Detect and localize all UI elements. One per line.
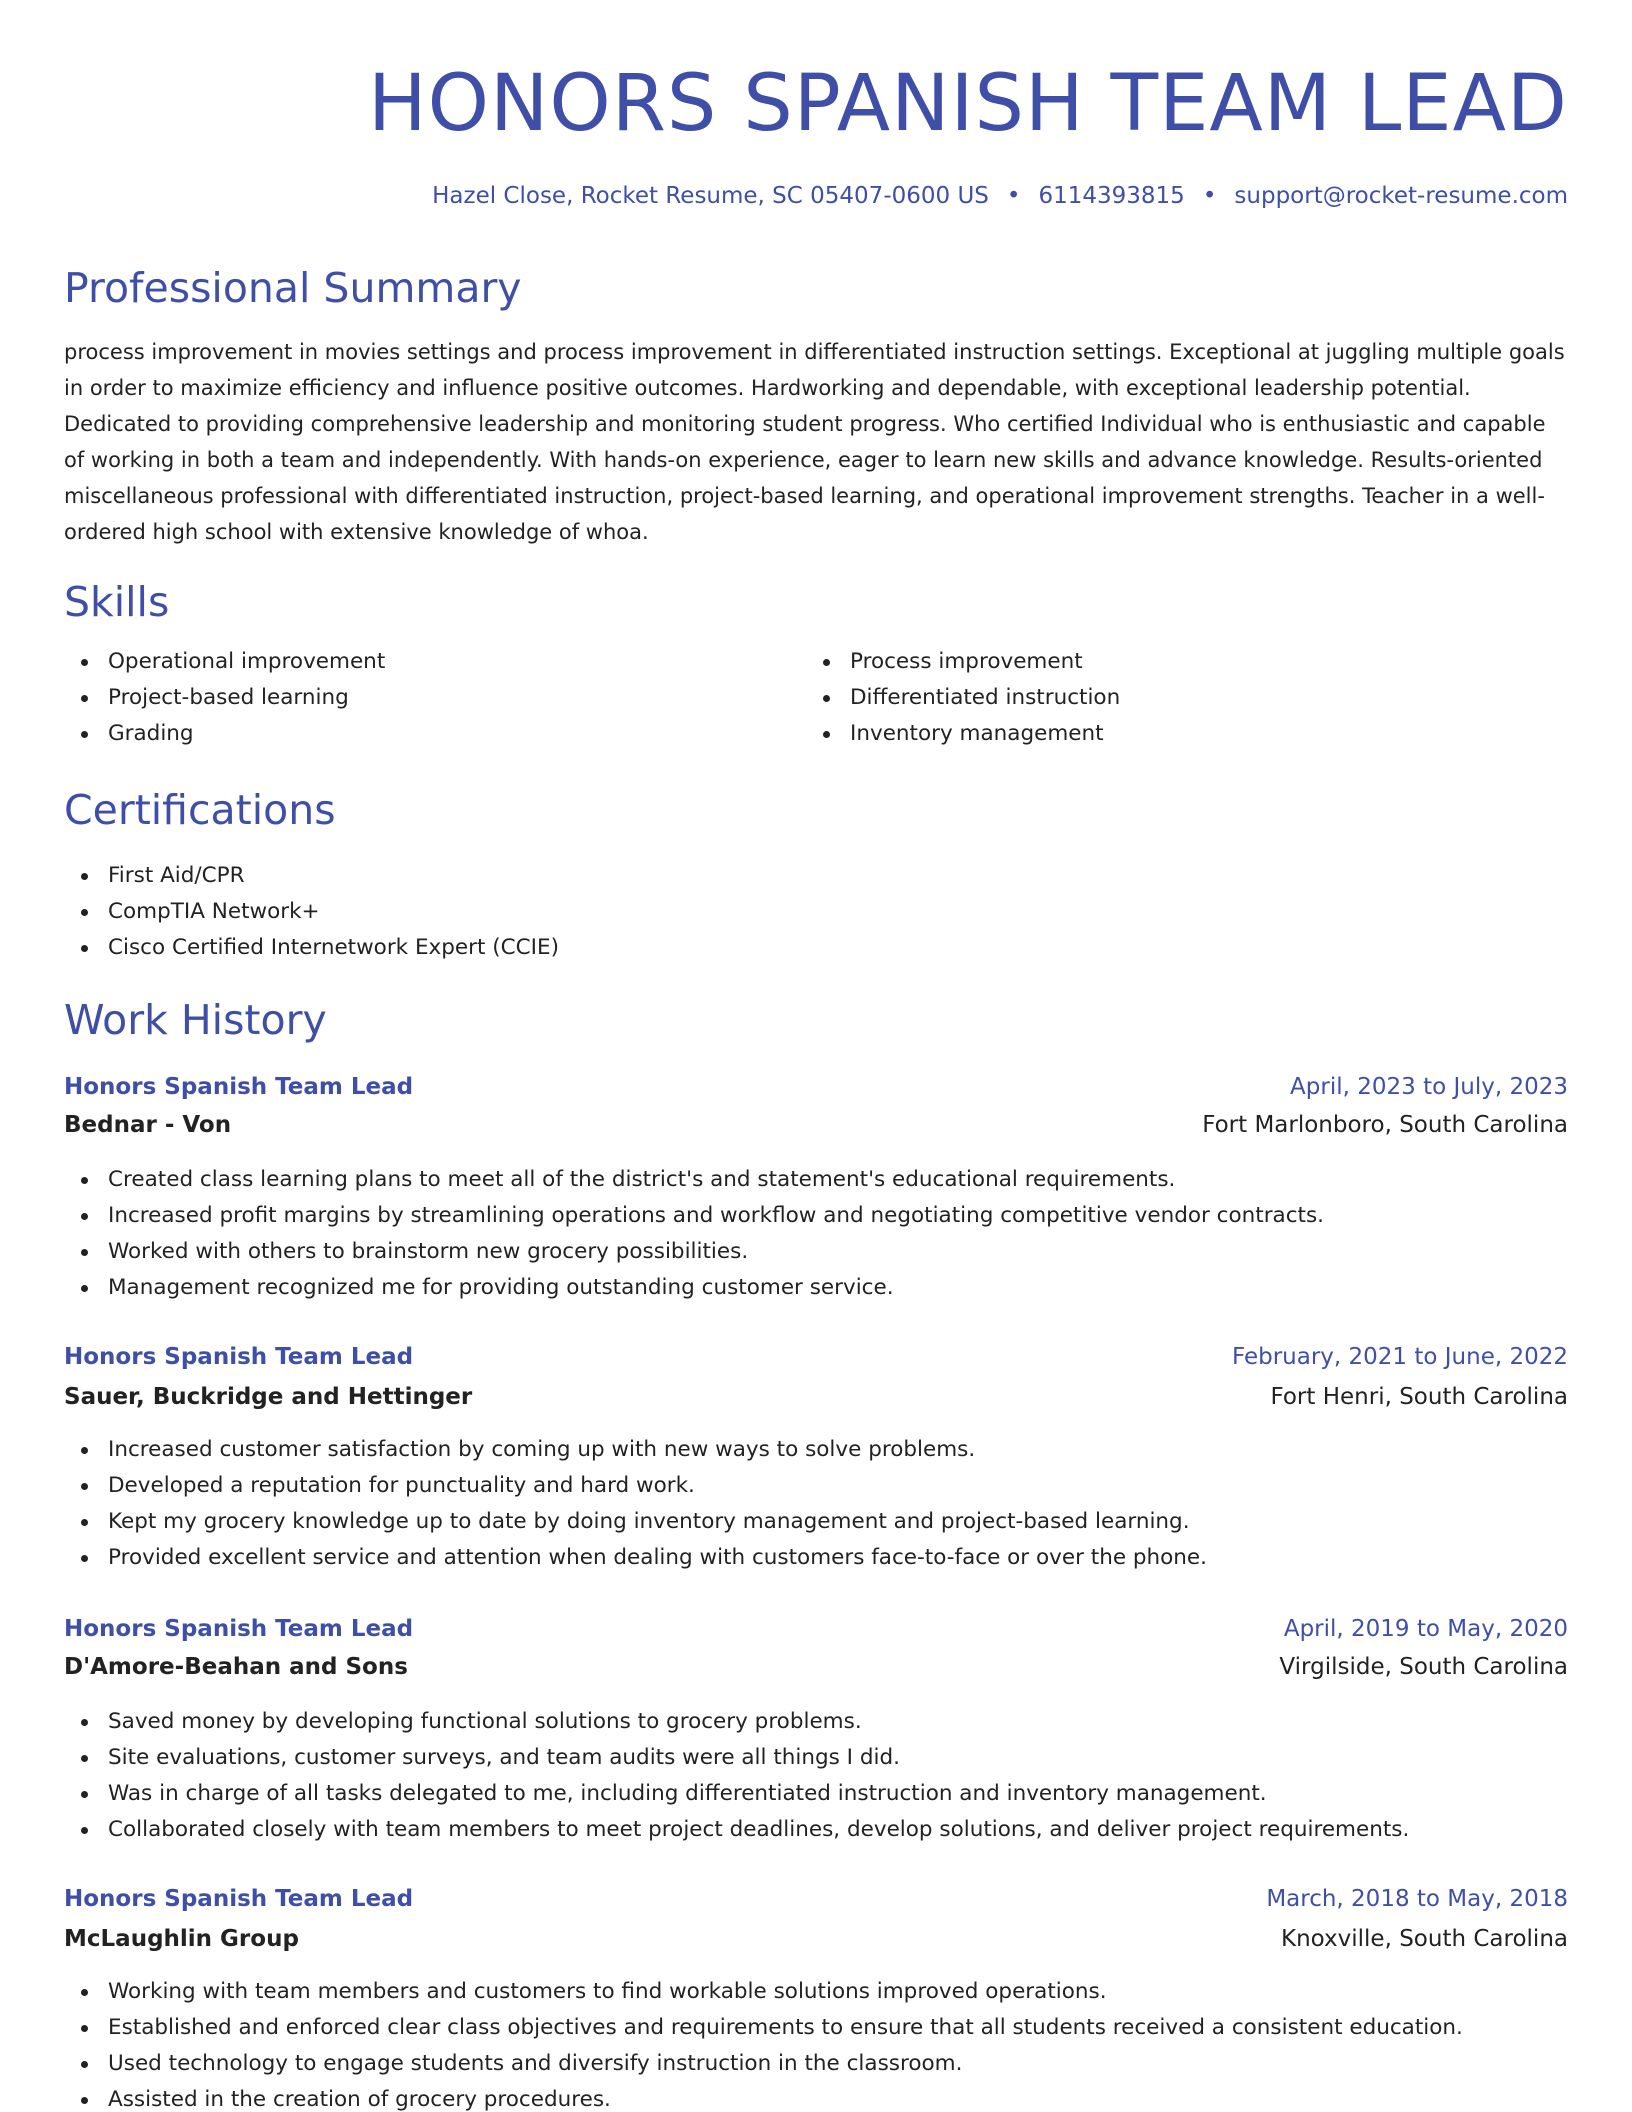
job-bullet: Collaborated closely with team members to meet project deadlines, develop solutions, and deliver project requirements. [64, 1812, 1568, 1848]
certifications-heading: Certifications [64, 786, 336, 834]
job-dates: April, 2019 to May, 2020 [1283, 1616, 1568, 1642]
job-bullet: Increased profit margins by streamlining operations and workflow and negotiating competitive vendor contracts. [64, 1198, 1568, 1234]
skills-list-right [806, 644, 1506, 752]
job-bullet: Working with team members and customers to find workable solutions improved operations. [64, 1974, 1568, 2010]
skill-item: Process improvement [806, 644, 1506, 680]
job-bullets [64, 1432, 1568, 1576]
summary-heading: Professional Summary [64, 264, 522, 312]
certifications-list [64, 858, 1064, 966]
job-bullets [64, 1704, 1568, 1848]
job-bullet: Assisted in the creation of grocery procedures. [64, 2082, 1568, 2112]
job-bullet: Saved money by developing functional solutions to grocery problems. [64, 1704, 1568, 1740]
job-location: Fort Marlonboro, South Carolina [1202, 1112, 1568, 1138]
skill-item: Inventory management [806, 716, 1506, 752]
job-bullet: Kept my grocery knowledge up to date by doing inventory management and project-based learning. [64, 1504, 1568, 1540]
job-location: Virgilside, South Carolina [1279, 1654, 1568, 1680]
job-bullet: Management recognized me for providing outstanding customer service. [64, 1270, 1568, 1306]
job-bullet: Created class learning plans to meet all of the district's and statement's educational requirements. [64, 1162, 1568, 1198]
job-bullets [64, 1162, 1568, 1306]
certification-item: First Aid/CPR [64, 858, 1064, 894]
skill-item: Differentiated instruction [806, 680, 1506, 716]
job-dates: March, 2018 to May, 2018 [1266, 1886, 1568, 1912]
contact-email: support@rocket-resume.com [1234, 183, 1568, 209]
skill-item: Project-based learning [64, 680, 764, 716]
job-location: Fort Henri, South Carolina [1270, 1384, 1568, 1410]
contact-address: Hazel Close, Rocket Resume, SC 05407-0600 US [432, 183, 989, 209]
skill-item: Grading [64, 716, 764, 752]
summary-text: process improvement in movies settings and process improvement in differentiated instruction settings. Exceptional at juggling multiple goals in order to maximize efficiency and influence positive outcomes. Hardworking and dependable, with exceptional leadership potential. Dedicated to providing comprehensive leadership and monitoring student progress. Who certified Individual who is enthusiastic and capable of working in both a team and independently. With hands-on experience, eager to learn new skills and advance knowledge. Results-oriented miscellaneous professional with differentiated instruction, project-based learning, and operational improvement strengths. Teacher in a well-ordered high school with extensive knowledge of whoa. [64, 340, 1565, 544]
job-title: Honors Spanish Team Lead [64, 1616, 414, 1642]
job-bullet: Developed a reputation for punctuality and hard work. [64, 1468, 1568, 1504]
job-bullet: Used technology to engage students and diversify instruction in the classroom. [64, 2046, 1568, 2082]
work-history-heading: Work History [64, 996, 327, 1044]
job-title: Honors Spanish Team Lead [64, 1886, 414, 1912]
job-bullet: Established and enforced clear class objectives and requirements to ensure that all students received a consistent education. [64, 2010, 1568, 2046]
job-company: Sauer, Buckridge and Hettinger [64, 1384, 473, 1410]
job-bullets [64, 1974, 1568, 2112]
job-bullet: Site evaluations, customer surveys, and team audits were all things I did. [64, 1740, 1568, 1776]
certification-item: Cisco Certified Internetwork Expert (CCIE) [64, 930, 1064, 966]
job-title: Honors Spanish Team Lead [64, 1344, 414, 1370]
contact-separator: • [1202, 183, 1217, 209]
contact-phone: 6114393815 [1038, 183, 1185, 209]
job-title: Honors Spanish Team Lead [64, 1074, 414, 1100]
contact-line [64, 180, 1568, 212]
job-bullet: Provided excellent service and attention when dealing with customers face-to-face or over the phone. [64, 1540, 1568, 1576]
job-dates: April, 2023 to July, 2023 [1290, 1074, 1568, 1100]
certification-item: CompTIA Network+ [64, 894, 1064, 930]
job-company: D'Amore-Beahan and Sons [64, 1654, 408, 1680]
resume-title: HONORS SPANISH TEAM LEAD [367, 59, 1568, 149]
job-dates: February, 2021 to June, 2022 [1231, 1344, 1568, 1370]
job-bullet: Increased customer satisfaction by coming up with new ways to solve problems. [64, 1432, 1568, 1468]
skills-heading: Skills [64, 578, 170, 626]
job-bullet: Worked with others to brainstorm new grocery possibilities. [64, 1234, 1568, 1270]
skill-item: Operational improvement [64, 644, 764, 680]
job-location: Knoxville, South Carolina [1281, 1926, 1568, 1952]
job-company: Bednar - Von [64, 1112, 232, 1138]
contact-separator: • [1006, 183, 1021, 209]
skills-list-left [64, 644, 764, 752]
job-company: McLaughlin Group [64, 1926, 299, 1952]
job-bullet: Was in charge of all tasks delegated to me, including differentiated instruction and inventory management. [64, 1776, 1568, 1812]
